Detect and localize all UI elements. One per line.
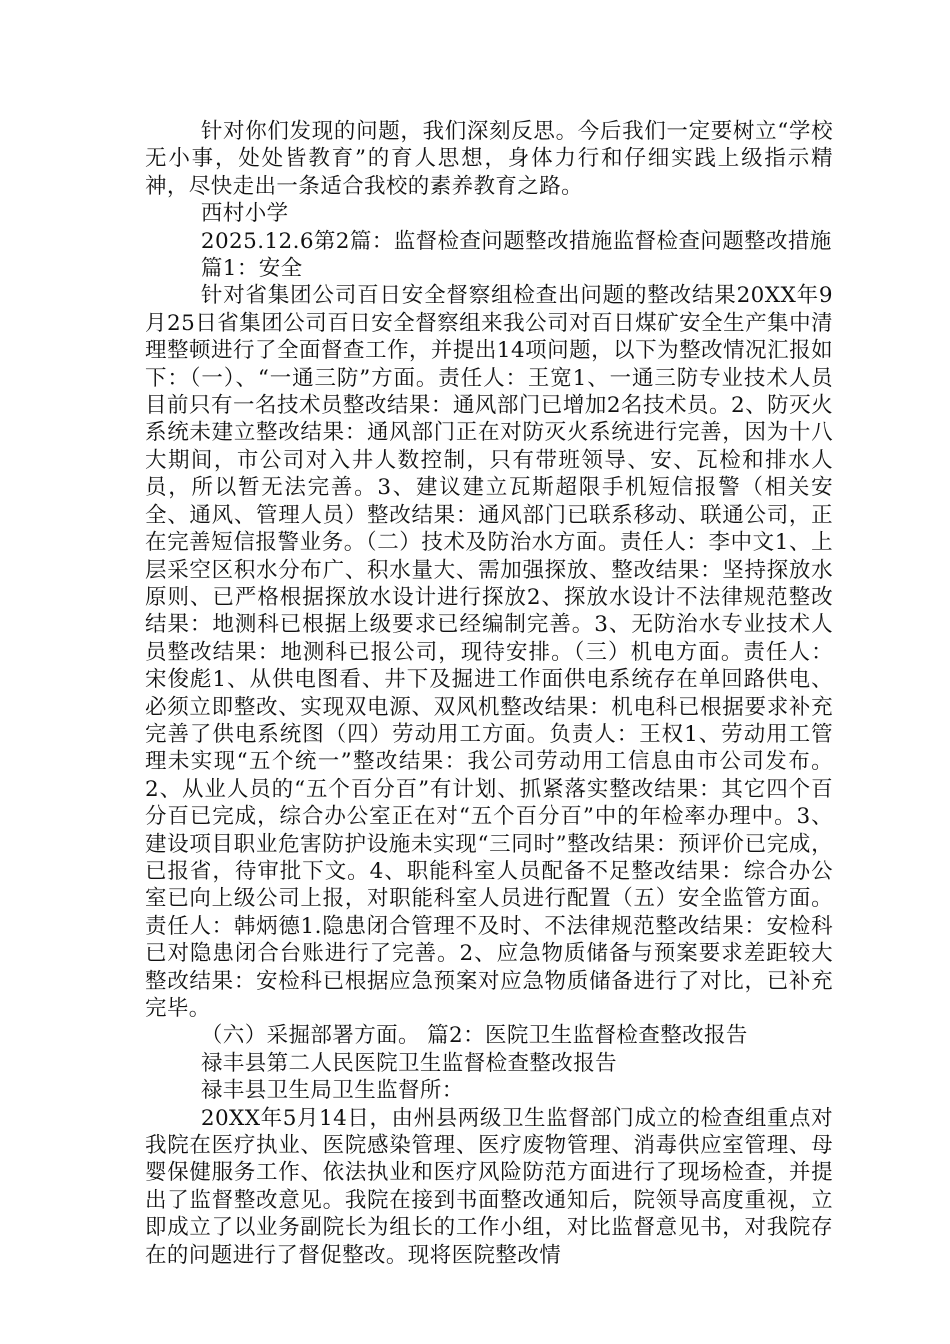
paragraph-hospital-inspection: 20XX年5月14日，由州县两级卫生监督部门成立的检查组重点对我院在医疗执业、医院感染管理、医疗废物管理、消毒供应室管理、母婴保健服务工作、依法执业和医疗风险防范方面进行了现场检查，并提出了监督整改意见。我院在接到书面整改通知后，院领导高度重视，立即成立了以业务副院长为组长的工作小组，对比监督意见书，对我院存在的问题进行了督促整改。现将医院整改情 — [145, 1105, 833, 1268]
paragraph-section-title: 篇1：安全 — [200, 256, 303, 282]
paragraph-date-heading: 2025.12.6第2篇：监督检查问题整改措施监督检查问题整改措施 — [200, 228, 832, 254]
paragraph-recipient: 禄丰县卫生局卫生监督所： — [200, 1078, 464, 1104]
paragraph-signature-school: 西村小学 — [200, 201, 289, 227]
paragraph-mining-deployment: （六）采掘部署方面。 篇2：医院卫生监督检查整改报告 — [200, 1023, 748, 1049]
paragraph-hospital-report-title: 禄丰县第二人民医院卫生监督检查整改报告 — [200, 1050, 617, 1076]
paragraph-safety-rectification: 针对省集团公司百日安全督察组检查出问题的整改结果20XX年9月25日省集团公司百日安全督察组来我公司对百日煤矿安全生产集中清理整顿进行了全面督查工作，并提出14项问题，以下为整改情况汇报如下：（一）、“一通三防”方面。责任人：王宽1、一通三防专业技术人员目前只有一名技术员整改结果：通风部门已增加2名技术员。2、防灭火系统未建立整改结果：通风部门正在对防灭火系统进行完善，因为十八大期间，市公司对入井人数控制，只有带班领导、安、瓦检和排水人员，所以暂无法完善。3、建议建立瓦斯超限手机短信报警（相关安全、通风、管理人员）整改结果：通风部门已联系移动、联通公司，正在完善短信报警业务。（二）技术及防治水方面。责任人：李中文1、上层采空区积水分布广、积水量大、需加强探放、整改结果：坚持探放水原则、已严格根据探放水设计进行探放2、探放水设计不法律规范整改结果：地测科已根据上级要求已经编制完善。3、无防治水专业技术人员整改结果：地测科已报公司，现待安排。（三）机电方面。责任人：宋俊彪1、从供电图看、井下及掘进工作面供电系统存在单回路供电、必须立即整改、实现双电源、双风机整改结果：机电科已根据要求补充完善了供电系统图（四）劳动用工方面。负责人：王权1、劳动用工管理未实现“五个统一”整改结果：我公司劳动用工信息由市公司发布。2、从业人员的“五个百分百”有计划、抓紧落实整改结果：其它四个百分百已完成，综合办公室正在对“五个百分百”中的年检率办理中。3、建设项目职业危害防护设施未实现“三同时”整改结果：预评价已完成，已报省，待审批下文。4、职能科室人员配备不足整改结果：综合办公室已向上级公司上报，对职能科室人员进行配置（五）安全监管方面。责任人：韩炳德1.隐患闭合管理不及时、不法律规范整改结果：安检科已对隐患闭合台账进行了完善。2、应急物质储备与预案要求差距较大整改结果：安检科已根据应急预案对应急物质储备进行了对比，已补充完毕。 — [145, 283, 833, 1021]
document-body — [145, 118, 833, 1269]
paragraph-reflection: 针对你们发现的问题，我们深刻反思。今后我们一定要树立“学校无小事，处处皆教育”的育人思想，身体力行和仔细实践上级指示精神，尽快走出一条适合我校的素养教育之路。 — [145, 119, 833, 199]
